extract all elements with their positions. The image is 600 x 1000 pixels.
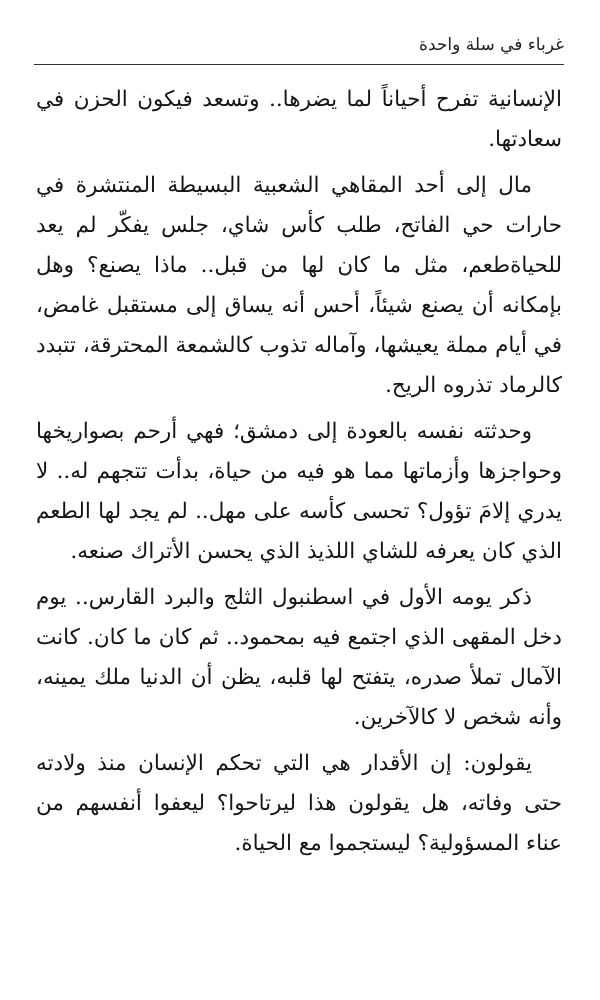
paragraph: يقولون: إن الأقدار هي التي تحكم الإنسان منذ ولادته حتى وفاته، هل يقولون هذا ليرتاحوا؟ ليعفوا أنفسهم من عناء المسؤولية؟ ليستجموا مع الحياة. bbox=[36, 751, 562, 856]
paragraph: مال إلى أحد المقاهي الشعبية البسيطة المنتشرة في حارات حي الفاتح، طلب كأس شاي، جلس يفكّر لم يعد للحياةطعم، مثل ما كان لها من قبل.. ماذا يصنع؟ وهل بإمكانه أن يصنع شيئاً، أحس أنه يساق إلى مستقبل غامض، في أيام مملة يعيشها، وآماله تذوب كالشمعة المحترقة، تتبدد كالرماد تذروه الريح. bbox=[36, 173, 562, 398]
running-header: غرباء في سلة واحدة bbox=[419, 35, 564, 55]
paragraph-continuation: الإنسانية تفرح أحياناً لما يضرها.. وتسعد فيكون الحزن في سعادتها. bbox=[36, 87, 562, 152]
header-divider bbox=[34, 64, 564, 65]
page-body bbox=[36, 80, 562, 870]
paragraph: ذكر يومه الأول في اسطنبول الثلج والبرد القارس.. يوم دخل المقهى الذي اجتمع فيه بمحمود.. ثم كان ما كان. كانت الآمال تملأ صدره، يتفتح لها قلبه، يظن أن الدنيا ملك يمينه، وأنه شخص لا كالآخرين. bbox=[36, 585, 562, 730]
paragraph: وحدثته نفسه بالعودة إلى دمشق؛ فهي أرحم بصواريخها وحواجزها وأزماتها مما هو فيه من حياة، بدأت تتجهم له.. لا يدري إلامَ تؤول؟ تحسى كأسه على مهل.. لم يجد لها الطعم الذي كان يعرفه للشاي اللذيذ الذي يحسن الأتراك صنعه. bbox=[36, 419, 562, 564]
